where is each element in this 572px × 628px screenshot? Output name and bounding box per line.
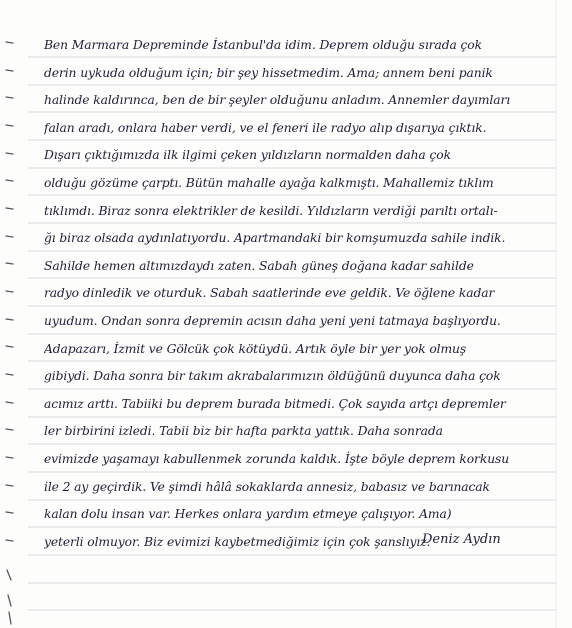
text-line: Ben Marmara Depreminde İstanbul'da idim. Deprem olduğu sırada çok [44, 38, 482, 52]
text-line: Dışarı çıktığımızda ilk ilgimi çeken yıldızların normalden daha çok [44, 148, 451, 163]
handwritten-text [44, 32, 556, 556]
text-line: falan aradı, onlara haber verdi, ve el feneri ile radyo alıp dışarıya çıktık. [44, 120, 487, 135]
text-line: acımız arttı. Tabiiki bu deprem burada bitmedi. Çok sayıda artçı depremler [44, 396, 506, 411]
text-line: ile 2 ay geçirdik. Ve şimdi hâlâ sokaklarda annesiz, babasız ve barınacak [44, 479, 490, 494]
text-line: ler birbirini izledi. Tabii biz bir hafta parkta yattık. Daha sonrada [44, 424, 443, 439]
text-line: olduğu gözüme çarptı. Bütün mahalle ayağa kalkmıştı. Mahallemiz tıklım [44, 175, 494, 190]
text-line: derin uykuda olduğum için; bir şey hissetmedim. Ama; annem beni panik [44, 65, 493, 80]
text-line: Sahilde hemen altımızdaydı zaten. Sabah güneş doğana kadar sahilde [44, 258, 474, 273]
text-line: halinde kaldırınca, ben de bir şeyler olduğunu anladım. Annemler dayımları [44, 93, 511, 108]
text-line: evimizde yaşamayı kabullenmek zorunda kaldık. İşte böyle deprem korkusu [44, 451, 510, 466]
text-line: kalan dolu insan var. Herkes onlara yardım etmeye çalışıyor. Ama) [44, 507, 452, 522]
text-line: radyo dinledik ve oturduk. Sabah saatlerinde eve geldik. Ve öğlene kadar [44, 286, 495, 301]
text-line: gibiydi. Daha sonra bir takım akrabalarımızın öldüğünü duyunca daha çok [44, 369, 501, 384]
text-line: yeterli olmuyor. Biz evimizi kaybetmediğimiz için çok şanslıyız. [44, 534, 431, 549]
text-line: Adapazarı, İzmit ve Gölcük çok kötüydü. Artık öyle bir yer yok olmuş [44, 341, 467, 356]
text-line: tıklımdı. Biraz sonra elektrikler de kesildi. Yıldızların verdiği parıltı ortalı- [44, 203, 498, 218]
text-line: ğı biraz olsada aydınlatıyordu. Apartmandaki bir komşumuzda sahile indik. [44, 231, 506, 246]
text-line: uyudum. Ondan sonra depremin acısın daha yeni yeni tatmaya başlıyordu. [44, 313, 501, 328]
signature: Deniz Aydın [422, 532, 501, 547]
